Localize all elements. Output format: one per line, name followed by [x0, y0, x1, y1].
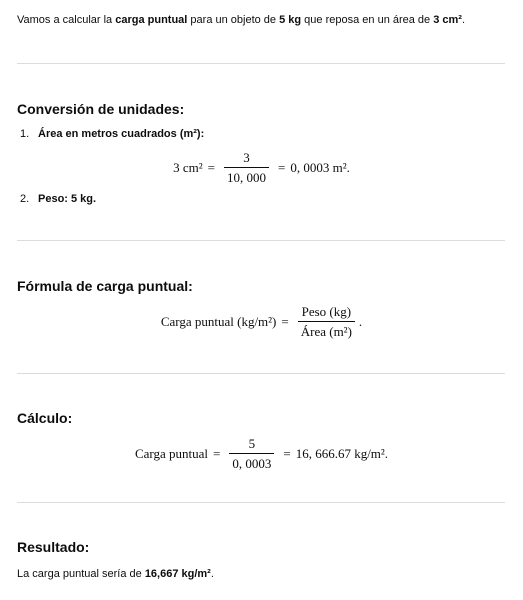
divider	[17, 240, 505, 241]
fraction: $\frac{5}{0, 0003}$	[229, 436, 274, 471]
heading-conversion: Conversión de unidades:	[17, 101, 185, 117]
bold-area: 3 cm²	[433, 14, 462, 26]
intro-paragraph: Vamos a calcular la carga puntual para un objeto de 5 kg que reposa en un área de 3 cm².	[17, 14, 466, 26]
divider	[17, 502, 505, 503]
list-item-area: 1. Área en metros cuadrados (m²):	[20, 128, 205, 140]
equation-area-conversion: 3 cm² = $\frac{3}{10, 000}$ = 0, 0003 m².	[173, 150, 350, 185]
bold-carga-puntual: carga puntual	[115, 14, 188, 26]
list-item-weight: 2. Peso: 5 kg.	[20, 193, 97, 205]
heading-calculo: Cálculo:	[17, 410, 73, 426]
bold-mass: 5 kg	[279, 14, 302, 26]
bold-result: 16,667 kg/m²	[144, 568, 211, 580]
equation-formula: Carga puntual (kg/m²) = $\frac{\text{Peso (kg)}}{\text{Área (m²)}}$ .	[160, 304, 363, 339]
heading-resultado: Resultado:	[17, 539, 90, 555]
equation-calculo: Carga puntual = $\frac{5}{0, 0003}$ = 16, 666.67 kg/m².	[134, 436, 389, 471]
result-paragraph: La carga puntual sería de 16,667 kg/m².	[17, 568, 214, 580]
heading-formula: Fórmula de carga puntual:	[17, 278, 193, 294]
fraction: $\frac{3}{10, 000}$	[224, 150, 269, 185]
divider	[17, 373, 505, 374]
fraction: $\frac{\text{Peso (kg)}}{\text{Área (m²)}}$	[298, 304, 355, 339]
divider	[17, 63, 505, 64]
